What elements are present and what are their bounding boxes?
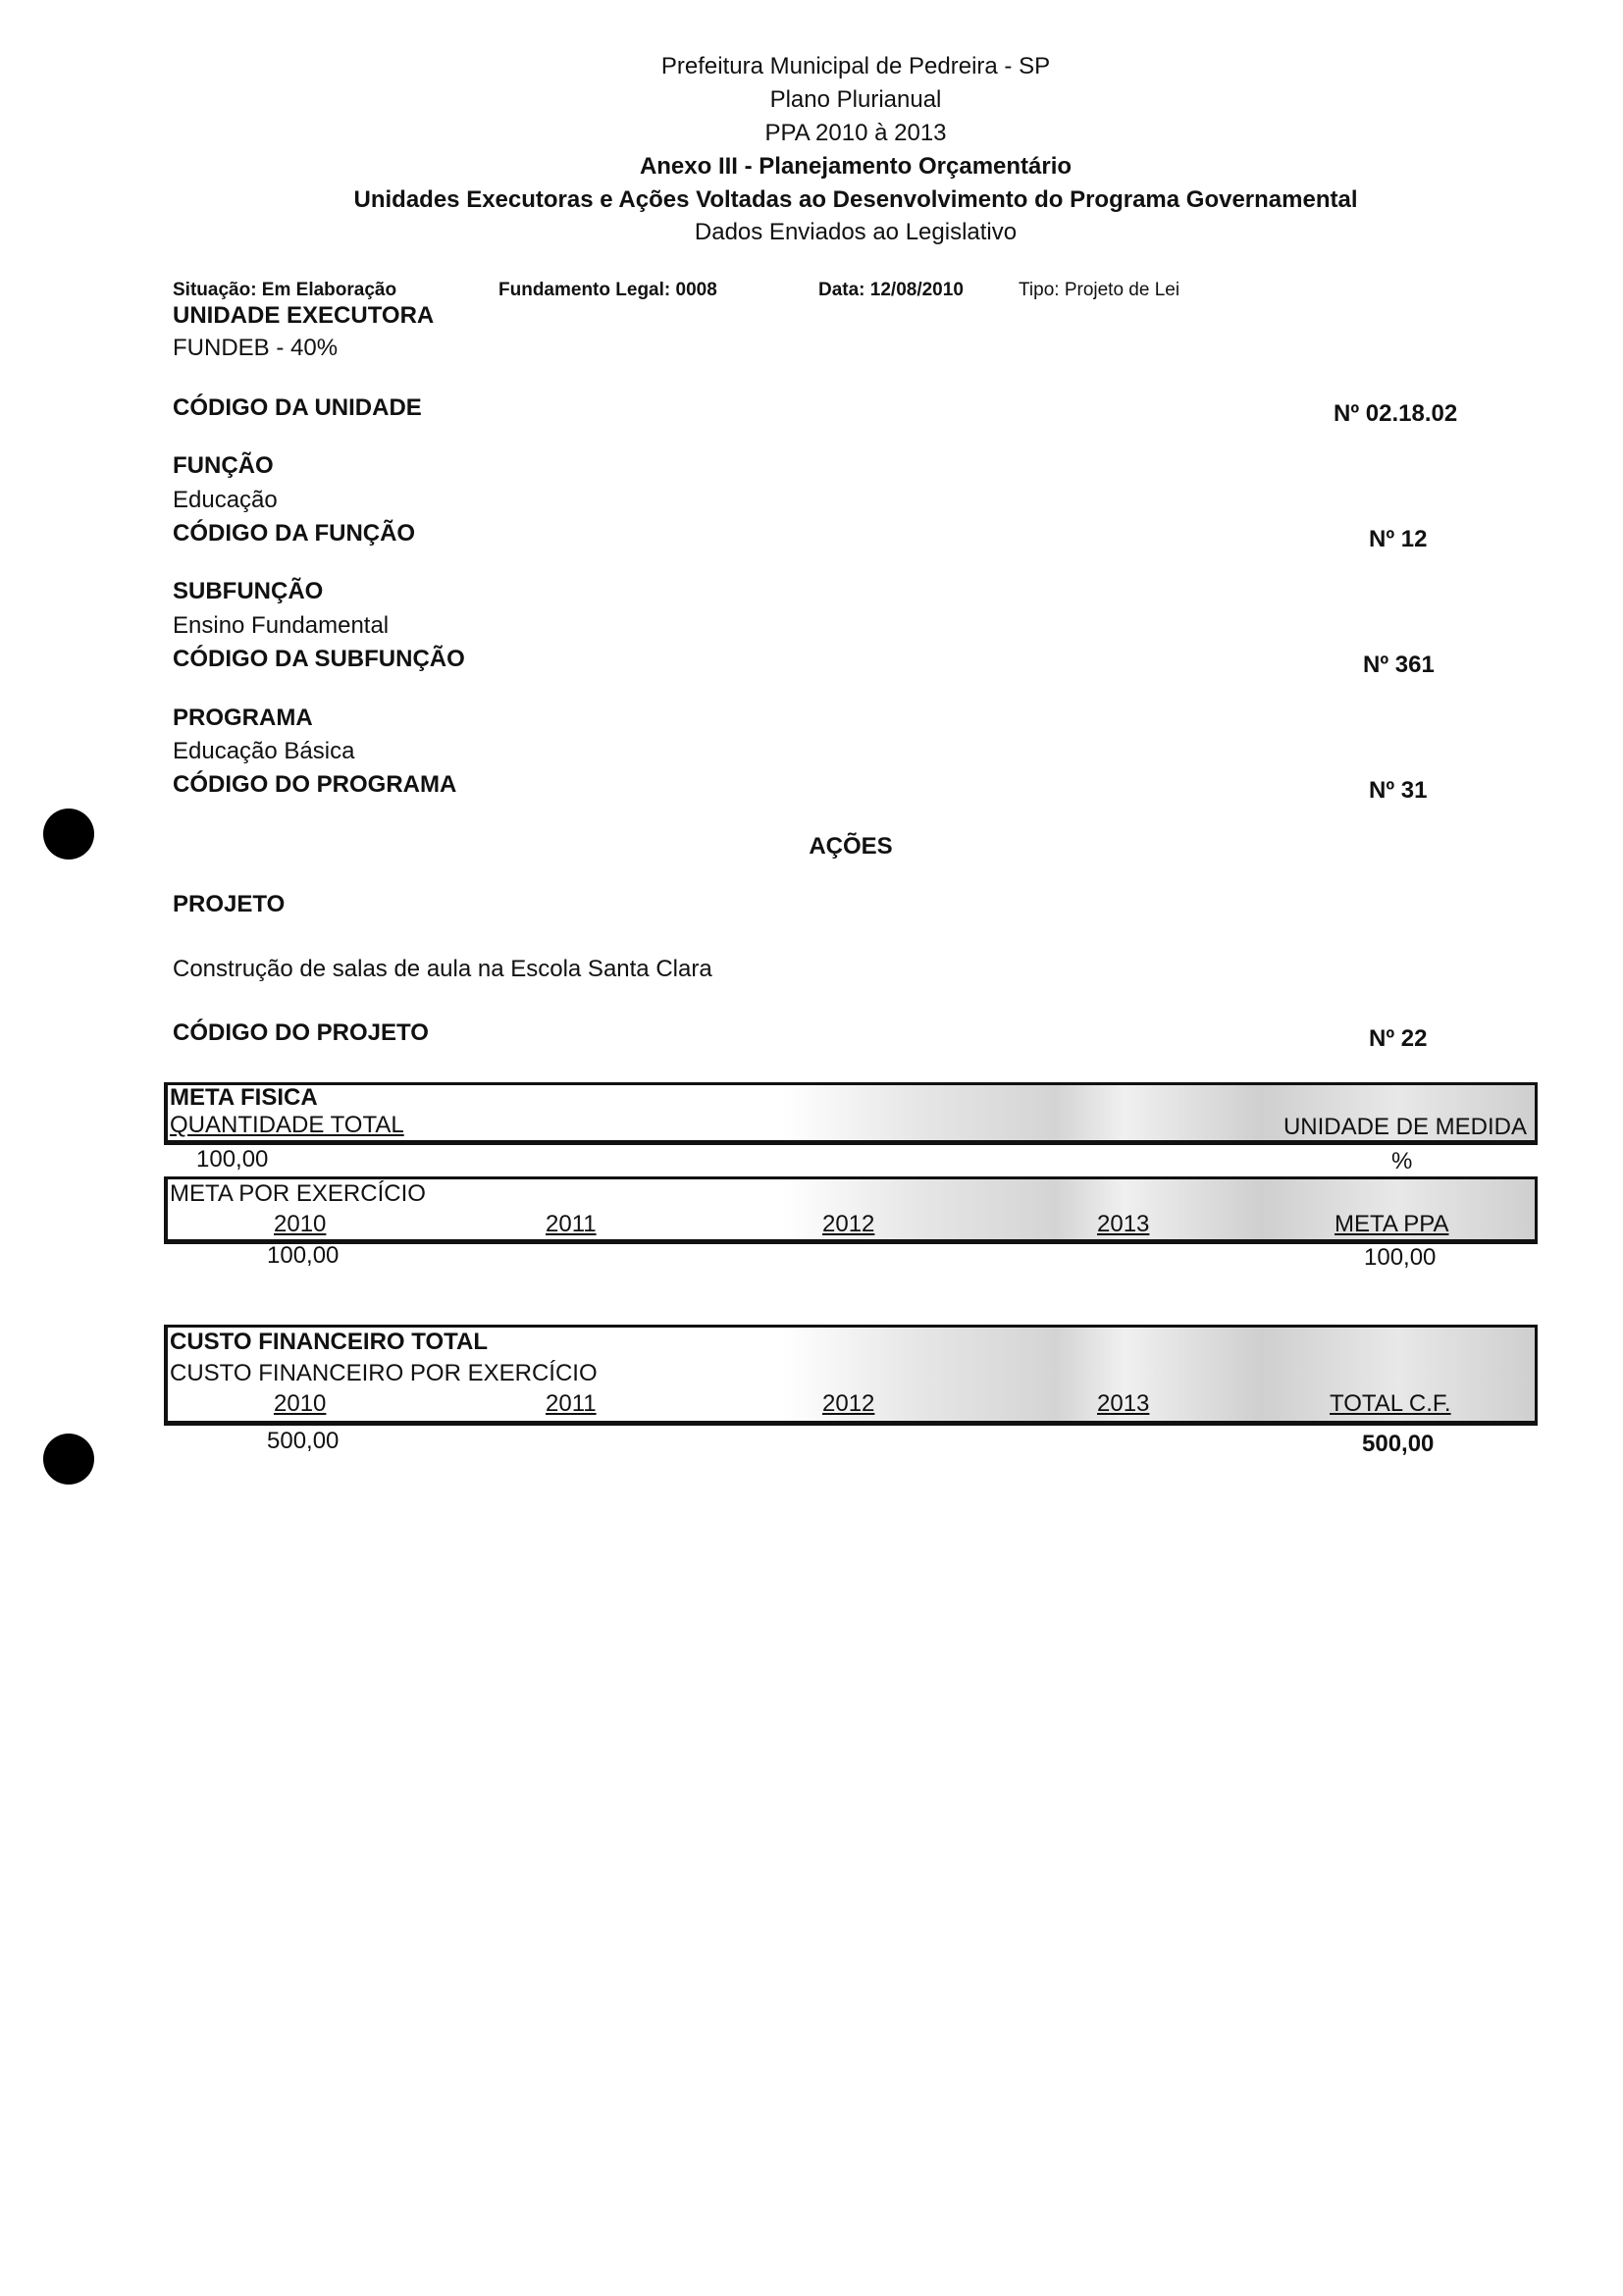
header-line: Plano Plurianual bbox=[769, 86, 942, 113]
projeto-label: PROJETO bbox=[173, 891, 286, 917]
punch-hole bbox=[43, 1434, 94, 1485]
meta-2010-value: 100,00 bbox=[267, 1242, 340, 1269]
year-2011: 2011 bbox=[546, 1390, 597, 1417]
acoes-title: AÇÕES bbox=[809, 833, 893, 860]
programa-label: PROGRAMA bbox=[173, 704, 313, 731]
data: Data: 12/08/2010 bbox=[818, 280, 964, 300]
custo-2010-value: 500,00 bbox=[267, 1428, 340, 1454]
year-2013: 2013 bbox=[1097, 1211, 1150, 1237]
year-2012: 2012 bbox=[822, 1211, 875, 1237]
total-cf-label: TOTAL C.F. bbox=[1330, 1390, 1451, 1417]
custo-financeiro-header bbox=[164, 1325, 1538, 1426]
header-line: Dados Enviados ao Legislativo bbox=[694, 219, 1018, 245]
fundamento-legal: Fundamento Legal: 0008 bbox=[498, 280, 717, 300]
situacao: Situação: Em Elaboração bbox=[173, 280, 397, 300]
unidade-code-label: CÓDIGO DA UNIDADE bbox=[173, 394, 422, 421]
unidade-code: Nº 02.18.02 bbox=[1334, 400, 1458, 427]
meta-exercicio-title: META POR EXERCÍCIO bbox=[170, 1180, 426, 1207]
year-2010: 2010 bbox=[274, 1211, 327, 1237]
meta-por-exercicio-header bbox=[164, 1176, 1538, 1244]
meta-fisica-header bbox=[164, 1082, 1538, 1145]
meta-fisica-title: META FISICA bbox=[170, 1084, 318, 1111]
header-line: PPA 2010 à 2013 bbox=[764, 120, 947, 146]
funcao-code-label: CÓDIGO DA FUNÇÃO bbox=[173, 520, 416, 547]
projeto-descricao: Construção de salas de aula na Escola Santa Clara bbox=[173, 956, 712, 982]
funcao-code: Nº 12 bbox=[1369, 526, 1428, 552]
quantidade-total-label: QUANTIDADE TOTAL bbox=[170, 1112, 404, 1138]
funcao-label: FUNÇÃO bbox=[173, 452, 274, 479]
year-2010: 2010 bbox=[274, 1390, 327, 1417]
subfuncao-code: Nº 361 bbox=[1363, 652, 1435, 678]
header-title: Anexo III - Planejamento Orçamentário bbox=[639, 153, 1073, 180]
unidade-label: UNIDADE EXECUTORA bbox=[173, 302, 435, 329]
custo-total-title: CUSTO FINANCEIRO TOTAL bbox=[170, 1329, 488, 1355]
year-2011: 2011 bbox=[546, 1211, 597, 1237]
subfuncao-label: SUBFUNÇÃO bbox=[173, 578, 324, 604]
quantidade-total-value: 100,00 bbox=[196, 1146, 269, 1173]
subfuncao-code-label: CÓDIGO DA SUBFUNÇÃO bbox=[173, 646, 465, 672]
meta-ppa-value: 100,00 bbox=[1364, 1244, 1437, 1271]
meta-ppa-label: META PPA bbox=[1335, 1211, 1449, 1237]
header-subtitle: Unidades Executoras e Ações Voltadas ao Desenvolvimento do Programa Governamental bbox=[353, 186, 1358, 213]
year-2012: 2012 bbox=[822, 1390, 875, 1417]
projeto-code: Nº 22 bbox=[1369, 1025, 1428, 1052]
tipo: Tipo: Projeto de Lei bbox=[1019, 280, 1180, 300]
unidade-medida-label: UNIDADE DE MEDIDA bbox=[1283, 1114, 1527, 1140]
year-2013: 2013 bbox=[1097, 1390, 1150, 1417]
unidade-medida-value: % bbox=[1391, 1148, 1413, 1174]
programa-code: Nº 31 bbox=[1369, 777, 1428, 804]
subfuncao-value: Ensino Fundamental bbox=[173, 612, 390, 639]
total-cf-value: 500,00 bbox=[1362, 1431, 1435, 1457]
projeto-code-label: CÓDIGO DO PROJETO bbox=[173, 1019, 429, 1046]
funcao-value: Educação bbox=[173, 487, 278, 513]
programa-value: Educação Básica bbox=[173, 738, 355, 764]
custo-exercicio-title: CUSTO FINANCEIRO POR EXERCÍCIO bbox=[170, 1360, 598, 1386]
header-line: Prefeitura Municipal de Pedreira - SP bbox=[660, 53, 1051, 79]
unidade-value: FUNDEB - 40% bbox=[173, 335, 339, 361]
programa-code-label: CÓDIGO DO PROGRAMA bbox=[173, 771, 457, 798]
